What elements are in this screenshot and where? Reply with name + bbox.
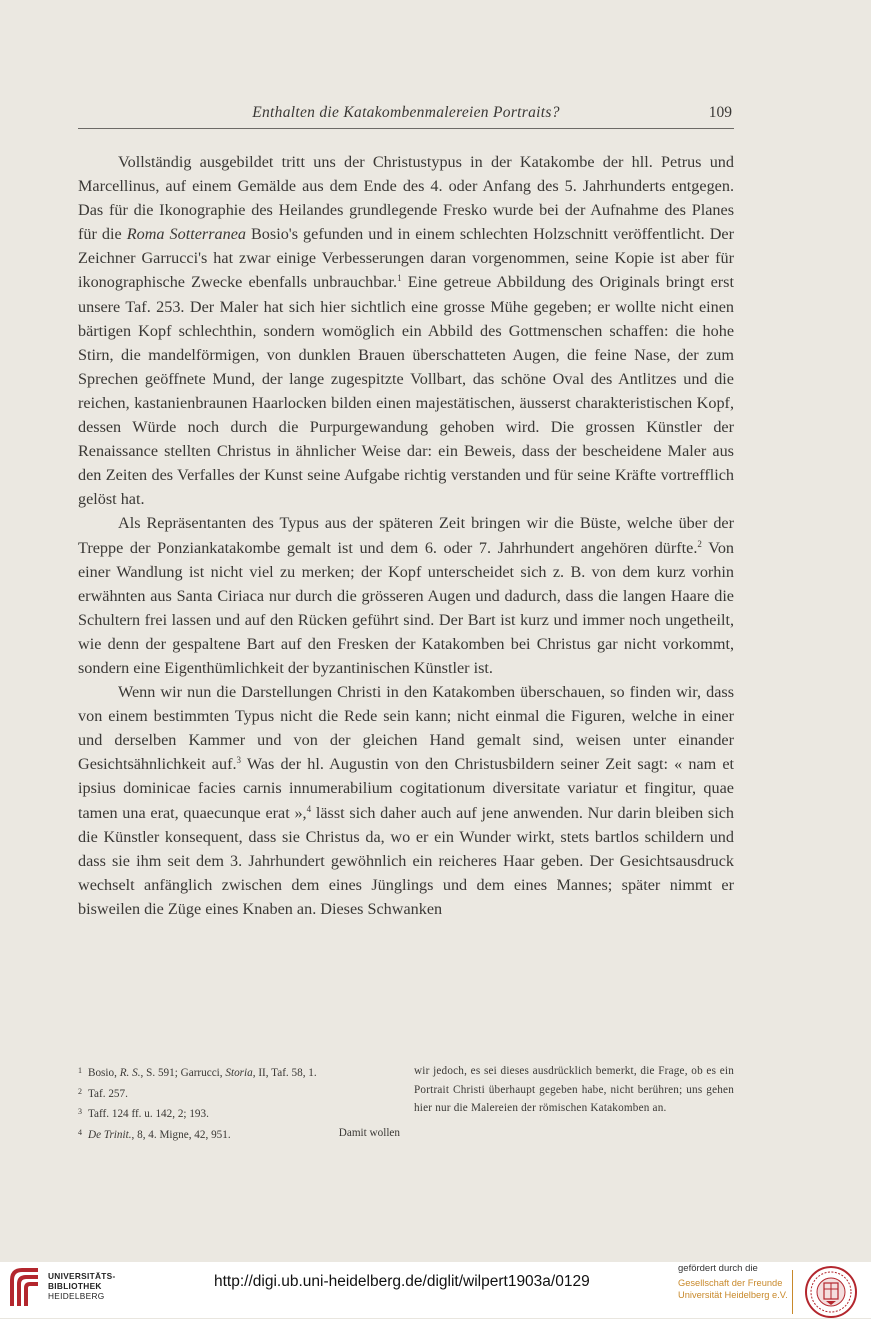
- footnote-text: , 8, 4. Migne, 42, 951.: [131, 1128, 231, 1141]
- sponsor-divider: [792, 1270, 793, 1314]
- p3-text-a: Wenn wir nun die Darstellungen Christi in den Katakomben überschauen, so finden wir, dass von einem bestimmten Typus nicht die Rede sein kann; nicht einmal die Figuren, welche in einer und derselben Kammer und von der gleichen Hand gemalt sind, weisen unter einander Gesichtsähnlichkeit auf.: [78, 683, 734, 774]
- footnote-ref-3[interactable]: 3: [236, 755, 242, 766]
- footnote-4: [78, 1124, 400, 1145]
- footnote-italic: De Trinit.: [88, 1128, 132, 1141]
- p3-text-c: lässt sich daher auch auf jene anwenden. Nur darin bleiben sich die Künstler konsequent, dass sie Christus da, wo er ein Wunder wirkt, stets bartlos schildern und dass sie ihm seit dem 3. Jahrhundert gewöhnlich ein reicheres Haar geben. Der Gesichtsausdruck wechselt anfänglich zwischen dem eines Jünglings und dem eines Mannes; später nimmt er bisweilen die Züge eines Knaben an. Dieses Schwanken: [78, 803, 734, 918]
- footnote-3: [78, 1103, 400, 1124]
- library-line-1: UNIVERSITÄTS-: [48, 1271, 116, 1281]
- sponsor-label: gefördert durch die: [678, 1263, 758, 1274]
- p1-text-c: Eine getreue Abbildung des Originals bringt erst unsere Taf. 253. Der Maler hat sich hier sichtlich eine grosse Mühe gegeben; er wollte nicht einen bärtigen Kopf schlechthin, sondern womöglich ein Abbild des Gottmenschen schaffen: die hohe Stirn, die mandelförmigen, von dunklen Brauen überschatteten Augen, die feine Nase, der zum Sprechen geöffnete Mund, der lange zugespitzte Vollbart, das schöne Oval des Antlitzes und die reichen, kastanienbraunen Haarlocken bilden einen majestätischen, äusserst charakteristischen Kopf, dessen Würde noch durch die Purpurgewandung gehoben wird. Die grossen Künstler der Renaissance stellten Christus in ähnlicher Weise dar: ein Beweis, dass der bescheidene Maler aus den Zeiten des Verfalles der Kunst seine Aufgabe richtig verstanden und für seine Kräfte vortrefflich gelöst hat.: [78, 273, 734, 509]
- footnote-text: Taff. 124 ff. u. 142, 2; 193.: [88, 1108, 209, 1121]
- university-library-name: [48, 1271, 116, 1301]
- footnote-ref-4[interactable]: 4: [306, 803, 312, 814]
- paragraph-1: [78, 150, 734, 511]
- footnote-italic: R. S.: [119, 1067, 141, 1079]
- footnote-mark: 4: [78, 1127, 82, 1137]
- footnote-text: , S. 591; Garrucci,: [140, 1067, 226, 1079]
- footnote-continuation: Damit wollen: [338, 1126, 400, 1139]
- library-line-3: HEIDELBERG: [48, 1291, 105, 1301]
- footnote-italic: Storia: [225, 1067, 253, 1079]
- library-line-2: BIBLIOTHEK: [48, 1281, 102, 1291]
- paragraph-2: [78, 511, 734, 680]
- p2-text-b: Von einer Wandlung ist nicht viel zu merken; der Kopf unterscheidet sich z. B. von dem kurz vorhin erwähnten aus Santa Ciriaca nur durch die grösseren Augen und dadurch, dass die langen Haare die Schultern frei lassen und auf den Rücken geführt sind. Der Bart ist kurz und immer noch ungetheilt, wie denn der gespaltene Bart auf den Fresken der Katakomben bei Christus gar nicht vorkommt, sondern eine Eigenthümlichkeit der byzantinischen Künstler ist.: [78, 538, 735, 677]
- body-text: [78, 150, 734, 921]
- footnote-text: Taf. 257.: [88, 1087, 128, 1100]
- p1-text-a: Vollständig ausgebildet tritt uns der Christustypus in der Katakombe der hll. Petrus und Marcellinus, auf einem Gemälde aus dem Ende des 4. oder Anfang des 5. Jahrhunderts entgegen. Das für die Ikonographie des Heilandes grundlegende Fresko wurde bei der Aufnahme des Planes für die: [78, 153, 734, 244]
- footnotes-right-column: wir jedoch, es sei dieses ausdrücklich bemerkt, die Frage, ob es ein Portrait Christi überhaupt gegeben habe, nicht berühren; uns gehen hier nur die Malereien der römischen Katakomben an.: [414, 1065, 734, 1115]
- p3-text-b: Was der hl. Augustin von den Christusbildern seiner Zeit sagt: « nam et ipsius dominicae facies carnis innumerabilium cogitationum diversitate variatur et fingitur, quae tamen una erat, quaecunque erat »,: [78, 755, 734, 822]
- university-library-logo-icon[interactable]: [8, 1266, 42, 1310]
- footnote-ref-2[interactable]: 2: [697, 538, 702, 549]
- footnote-mark: 3: [78, 1107, 82, 1117]
- paragraph-3: [78, 680, 734, 921]
- p1-text-b: Bosio's gefunden und in einem schlechten Holzschnitt veröffentlicht. Der Zeichner Garrucci's hat zwar einige Verbesserungen daran vorgenommen, seine Kopie ist aber für ikonographische Zwecke ebenfalls unbrauchbar.: [78, 225, 734, 292]
- header-rule: [78, 128, 734, 129]
- footnote-ref-1[interactable]: 1: [397, 273, 402, 284]
- running-title: Enthalten die Katakombenmalereien Portraits?: [252, 104, 560, 121]
- footnote-2: [78, 1083, 400, 1104]
- sponsor-line-1: Gesellschaft der Freunde: [678, 1278, 783, 1288]
- page-number: 109: [708, 104, 732, 121]
- footnote-mark: 1: [78, 1066, 82, 1075]
- university-seal-icon[interactable]: [804, 1265, 858, 1319]
- running-header: [78, 104, 734, 124]
- footnote-1: [78, 1062, 400, 1083]
- sponsor-name: [678, 1277, 788, 1301]
- p2-text-a: Als Repräsentanten des Typus aus der späteren Zeit bringen wir die Büste, welche über der Treppe der Ponziankatakombe gemalt ist und dem 6. oder 7. Jahrhundert angehören dürfte.: [78, 514, 734, 557]
- footnote-mark: 2: [78, 1086, 82, 1096]
- p1-italic-title: Roma Sotterranea: [126, 225, 246, 244]
- footnote-text: Bosio,: [88, 1067, 120, 1079]
- footnotes-left-column: [78, 1062, 400, 1144]
- sponsor-line-2: Universität Heidelberg e.V.: [678, 1290, 788, 1300]
- footnote-text: , II, Taf. 58, 1.: [252, 1067, 317, 1079]
- permalink-url[interactable]: http://digi.ub.uni-heidelberg.de/diglit/wilpert1903a/0129: [214, 1273, 590, 1290]
